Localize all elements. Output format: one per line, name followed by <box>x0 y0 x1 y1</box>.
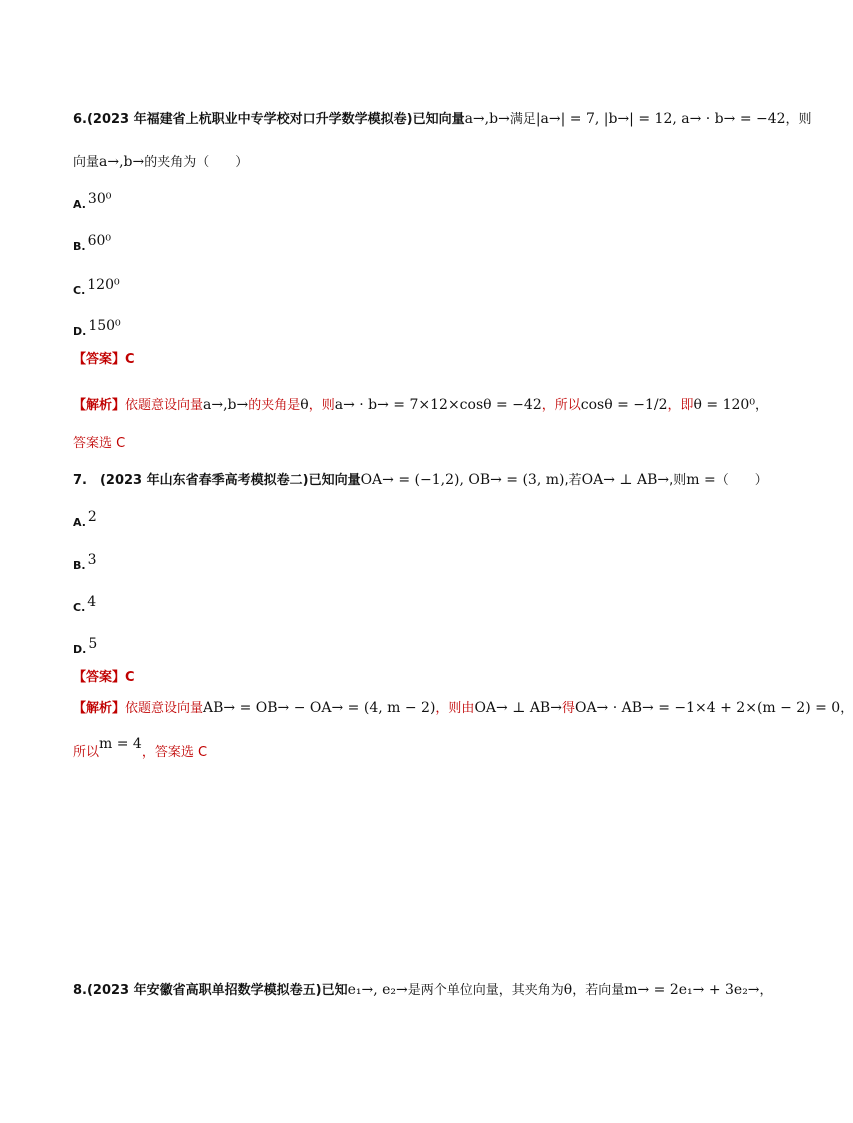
analysis-line2: 答案选 C <box>73 436 126 451</box>
analysis-text: ，则 <box>308 398 335 413</box>
q7-paren: （ ） <box>715 473 768 488</box>
answer-label: 【答案】 <box>73 670 126 685</box>
theta-symbol: θ <box>300 397 309 413</box>
q7-analysis-expr2: OA→ ⊥ AB→ <box>474 700 562 716</box>
q7-if: ,若 <box>564 473 582 488</box>
option-label: A. <box>73 198 86 211</box>
q7-analysis <box>73 698 853 719</box>
analysis-text: ，即 <box>667 398 694 413</box>
q8-text3: ，若向量 <box>572 983 625 998</box>
q6-option-d <box>73 318 121 342</box>
q7-analysis-line2-expr: m = 4 <box>99 736 142 752</box>
answer-value: C <box>125 352 135 367</box>
q6-option-c <box>73 277 120 301</box>
analysis-text: 得 <box>561 701 575 716</box>
q6-satisfy: 满足 <box>509 112 536 127</box>
analysis-text: ，答案选 C <box>141 745 208 760</box>
q7-stem <box>73 470 768 491</box>
analysis-text: ，则由 <box>435 701 475 716</box>
analysis-text: ，所以 <box>541 398 581 413</box>
q7-expr1: OA→ = (−1,2), OB→ = (3, m) <box>360 472 565 488</box>
q8-stem-text: 8.(2023 年安徽省高职单招数学模拟卷五)已知 <box>73 983 348 998</box>
q8-stem <box>73 980 773 1001</box>
option-value: 60⁰ <box>87 233 112 249</box>
q6-vectors-ab-2: a→,b→ <box>99 154 145 170</box>
q8-text2: 是两个单位向量，其夹角为 <box>407 983 564 998</box>
option-label: A. <box>73 516 86 529</box>
q6-analysis <box>73 395 768 416</box>
analysis-text: 所以 <box>73 745 100 760</box>
option-label: D. <box>73 643 87 656</box>
option-label: C. <box>73 284 86 297</box>
option-value: 120⁰ <box>87 277 120 293</box>
option-value: 30⁰ <box>87 191 112 207</box>
option-value: 5 <box>88 636 98 652</box>
analysis-label: 【解析】 <box>73 701 126 716</box>
q6-stem-line2-text: 向量 <box>73 155 100 170</box>
q7-expr3: m = <box>686 472 716 488</box>
q7-option-a <box>73 509 97 533</box>
option-value: 2 <box>87 509 97 525</box>
q7-analysis-line2 <box>73 736 208 763</box>
q6-analysis-expr3: θ = 120⁰ <box>693 397 755 413</box>
q7-analysis-expr1: AB→ = OB→ − OA→ = (4, m − 2) <box>203 700 436 716</box>
option-value: 3 <box>87 552 97 568</box>
q7-option-b <box>73 552 97 576</box>
q6-analysis-expr2: cosθ = −1/2 <box>580 397 668 413</box>
q7-then: ,则 <box>669 473 687 488</box>
analysis-end: ， <box>754 398 768 413</box>
q8-expr2: m→ = 2e₁→ + 3e₂→ <box>624 982 760 998</box>
q6-then: ，则 <box>785 112 812 127</box>
answer-label: 【答案】 <box>73 352 126 367</box>
analysis-label: 【解析】 <box>73 398 126 413</box>
option-value: 150⁰ <box>88 318 121 334</box>
theta-symbol: θ <box>563 982 573 998</box>
q7-answer <box>73 668 135 688</box>
q7-expr2: OA→ ⊥ AB→ <box>581 472 670 488</box>
option-label: B. <box>73 240 86 253</box>
q6-vectors-ab: a→,b→ <box>464 111 510 127</box>
q7-stem-text: 7. (2023 年山东省春季高考模拟卷二)已知向量 <box>73 473 361 488</box>
answer-value: C <box>125 670 135 685</box>
q7-option-c <box>73 594 97 618</box>
q6-analysis-vectors: a→,b→ <box>203 397 249 413</box>
q6-stem-line1 <box>73 109 812 130</box>
q7-option-d <box>73 636 98 660</box>
option-label: C. <box>73 601 86 614</box>
q6-option-b <box>73 233 112 257</box>
q6-stem-text: 6.(2023 年福建省上杭职业中专学校对口升学数学模拟卷)已知向量 <box>73 112 465 127</box>
option-label: D. <box>73 325 87 338</box>
option-label: B. <box>73 559 86 572</box>
q6-condition: |a→| = 7, |b→| = 12, a→ · b→ = −42 <box>535 111 786 127</box>
q6-stem-line2 <box>73 152 248 173</box>
q8-expr1: e₁→, e₂→ <box>347 982 408 998</box>
analysis-end: ， <box>840 701 853 716</box>
q6-analysis-expr1: a→ · b→ = 7×12×cosθ = −42 <box>334 397 542 413</box>
q6-analysis-line2 <box>73 434 125 454</box>
option-value: 4 <box>87 594 97 610</box>
q8-end: ， <box>759 983 773 998</box>
analysis-text: 的夹角是 <box>248 398 301 413</box>
analysis-text: 依题意设向量 <box>125 398 204 413</box>
q6-angle-text: 的夹角为（ ） <box>144 155 249 170</box>
q6-answer <box>73 350 135 370</box>
q6-option-a <box>73 191 112 215</box>
analysis-text: 依题意设向量 <box>125 701 204 716</box>
q7-analysis-expr3: OA→ · AB→ = −1×4 + 2×(m − 2) = 0 <box>574 700 841 716</box>
